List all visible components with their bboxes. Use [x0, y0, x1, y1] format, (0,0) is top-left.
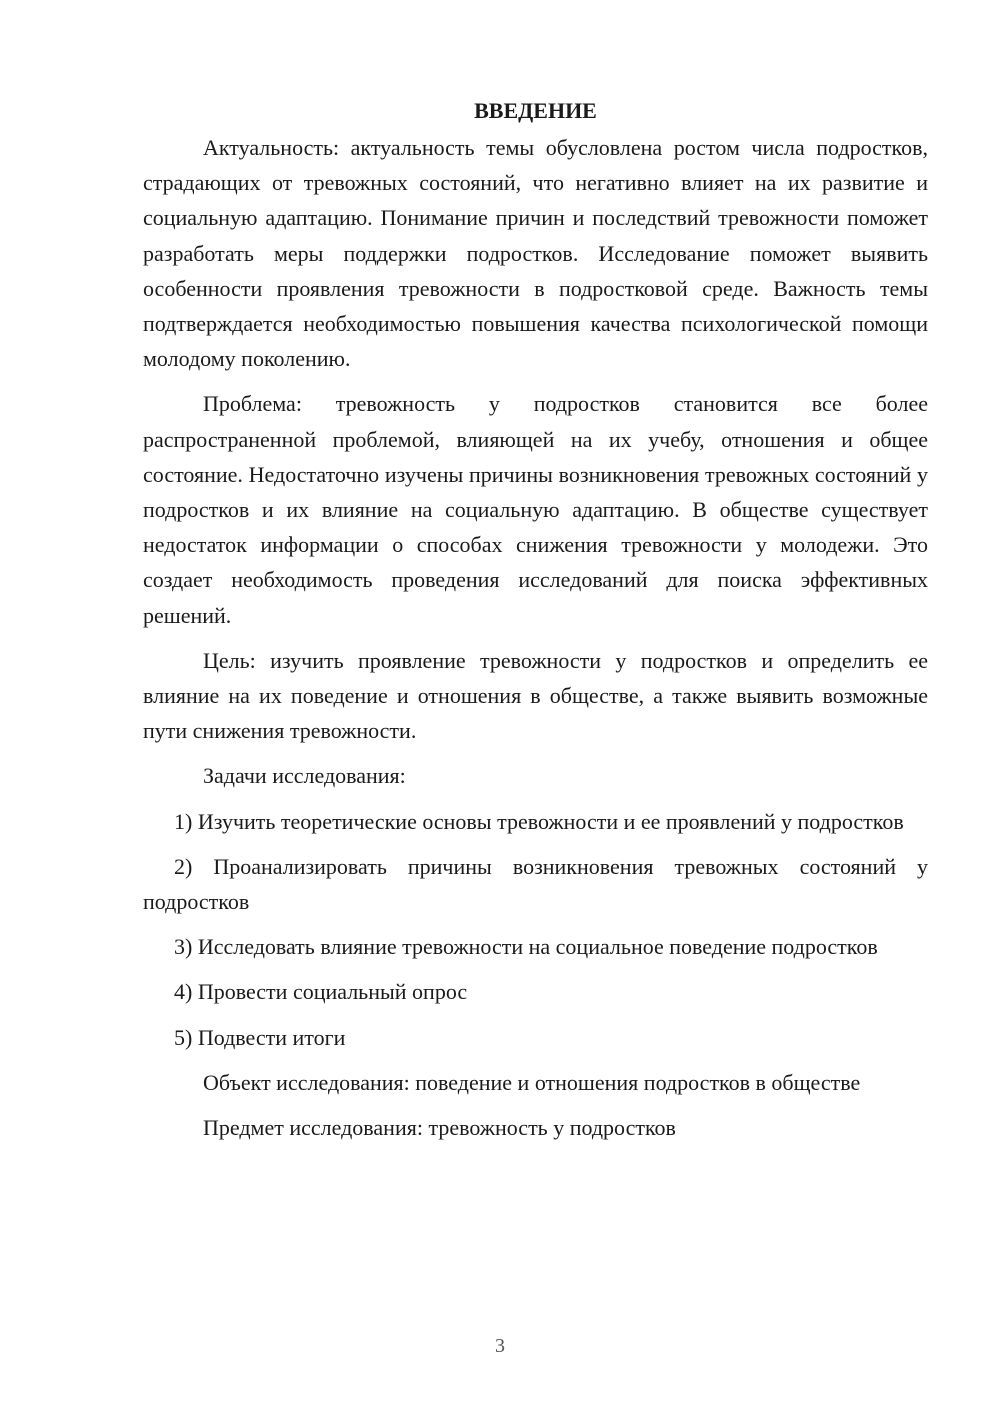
task-item: 2) Проанализировать причины возникновения тревожных состояний у подростков — [143, 853, 928, 915]
task-item: 3) Исследовать влияние тревожности на социальное поведение подростков — [174, 934, 878, 960]
document-page — [143, 96, 928, 1155]
research-subject-paragraph: Предмет исследования: тревожность у подростков — [203, 1115, 676, 1141]
task-item: 5) Подвести итоги — [174, 1024, 346, 1050]
goal-paragraph: Цель: изучить проявление тревожности у подростков и определить ее влияние на их поведение и отношения в обществе, а также выявить возможные пути снижения тревожности. — [143, 647, 928, 744]
section-heading: ВВЕДЕНИЕ — [474, 98, 597, 123]
relevance-paragraph: Актуальность: актуальность темы обусловлена ростом числа подростков, страдающих от тревожных состояний, что негативно влияет на их развитие и социальную адаптацию. Понимание причин и последствий тревожности поможет разработать меры поддержки подростков. Исследование поможет выявить особенности проявления тревожности в подростковой среде. Важность темы подтверждается необходимостью повышения качества психологической помощи молодому поколению. — [143, 135, 928, 372]
research-object-paragraph: Объект исследования: поведение и отношения подростков в обществе — [203, 1069, 861, 1095]
task-item: 1) Изучить теоретические основы тревожности и ее проявлений у подростков — [174, 808, 904, 834]
tasks-label: Задачи исследования: — [203, 763, 406, 789]
task-item: 4) Провести социальный опрос — [174, 979, 468, 1005]
problem-paragraph: Проблема: тревожность у подростков становится все более распространенной проблемой, влияющей на их учебу, отношения и общее состояние. Недостаточно изучены причины возникновения тревожных состояний у подростков и их влияние на социальную адаптацию. В обществе существует недостаток информации о способах снижения тревожности у молодежи. Это создает необходимость проведения исследований для поиска эффективных решений. — [143, 391, 928, 628]
page-number: 3 — [495, 1335, 505, 1357]
